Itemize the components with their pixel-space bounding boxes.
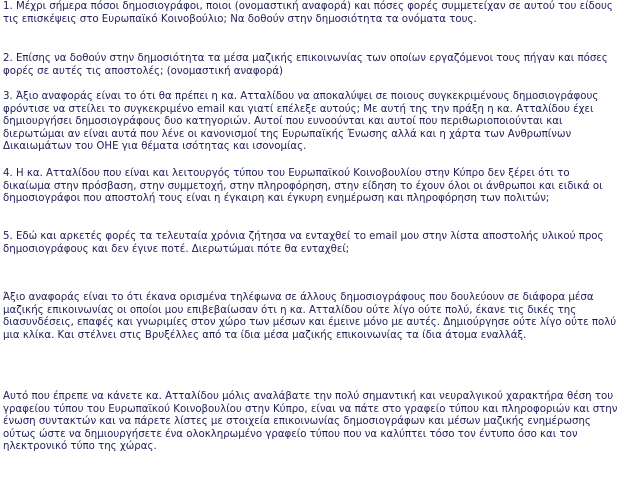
paragraph-recommendation: Αυτό που έπρεπε να κάνετε κα. Ατταλίδου μόλις αναλάβατε την πολύ σημαντική και νευραλγικού χαρακτήρα θέση του γραφείου τύπου του Ευρωπαϊκού Κοινοβουλίου στην Κύπρο, είναι να πάτε στο γραφείο τύπου και πληροφοριών και στην ένωση συντακτών και να πάρετε λίστες με στοιχεία επικοινωνίας δημοσιογράφων και μέσων μαζικής ενημέρωσης ούτως ώστε να δημιουργήσετε ένα ολοκληρωμένο γραφείο τύπου που να καλύπτει τόσο τον έντυπο όσο και τον ηλεκτρονικό τύπο της χώρας.: [3, 391, 618, 453]
paragraph-question-2: 2. Επίσης να δοθούν στην δημοσιότητα τα μέσα μαζικής επικοινωνίας των οποίων εργαζόμενοι τους πήγαν και πόσες φορές σε αυτές τις αποστολές; (ονομαστική αναφορά): [3, 53, 608, 77]
paragraph-question-3: 3. Άξιο αναφοράς είναι το ότι θα πρέπει η κα. Ατταλίδου να αποκαλύψει σε ποιους συγκεκριμένους δημοσιογράφους φρόντισε να στείλει το συγκεκριμένο email και γιατί επέλεξε αυτούς; Με αυτή της την πράξη η κα. Ατταλίδου έχει δημιουργήσει δημοσιογράφους δυο κατηγοριών. Αυτοί που ευνοούνται και αυτοί που περιθωριοποιούνται και διερωτώμαι αν είναι αυτά που λένε οι κανονισμοί της Ευρωπαϊκής Ένωσης αλλά και η χάρτα των Ανθρωπίνων Δικαιωμάτων του ΟΗΕ για θέματα ισότητας και ισονομίας.: [3, 91, 599, 153]
paragraph-question-5: 5. Εδώ και αρκετές φορές τα τελευταία χρόνια ζήτησα να ενταχθεί το email μου στην λίστα αποστολής υλικού προς δημοσιογράφους και δεν έγινε ποτέ. Διερωτώμαι πότε θα ενταχθεί;: [3, 231, 604, 255]
paragraph-phone-calls: Άξιο αναφοράς είναι το ότι έκανα ορισμένα τηλέφωνα σε άλλους δημοσιογράφους που δουλεύουν σε διάφορα μέσα μαζικής επικοινωνίας οι οποίοι μου επιβεβαίωσαν ότι η κα. Ατταλίδου ούτε λίγο ούτε πολύ, έκανε τις δικές της διασυνδέσεις, επαφές και γνωριμίες στον χώρο των μέσων και έμεινε μόνο με αυτές. Δημιούργησε ούτε λίγο ούτε πολύ μια κλίκα. Και στέλνει στις Βρυξέλλες από τα ίδια μέσα μαζικής επικοινωνίας τα ίδια άτομα εναλλάξ.: [3, 292, 617, 341]
paragraph-question-1: 1. Μέχρι σήμερα πόσοι δημοσιογράφοι, ποιοι (ονομαστική αναφορά) και πόσες φορές συμμετείχαν σε αυτού του είδους τις επισκέψεις στο Ευρωπαϊκό Κοινοβούλιο; Να δοθούν στην δημοσιότητα τα ονόματα τους.: [3, 1, 613, 25]
paragraph-question-4: 4. Η κα. Ατταλίδου που είναι και λειτουργός τύπου του Ευρωπαϊκού Κοινοβουλίου στην Κύπρο δεν ξέρει ότι το δικαίωμα στην πρόσβαση, στην συμμετοχή, στην πληροφόρηση, στην είδηση το έχουν όλοι οι άνθρωποι και ειδικά οι δημοσιογράφοι που αποστολή τους είναι η έγκαιρη και έγκυρη ενημέρωση και πληροφόρηση των πολιτών;: [3, 168, 603, 205]
